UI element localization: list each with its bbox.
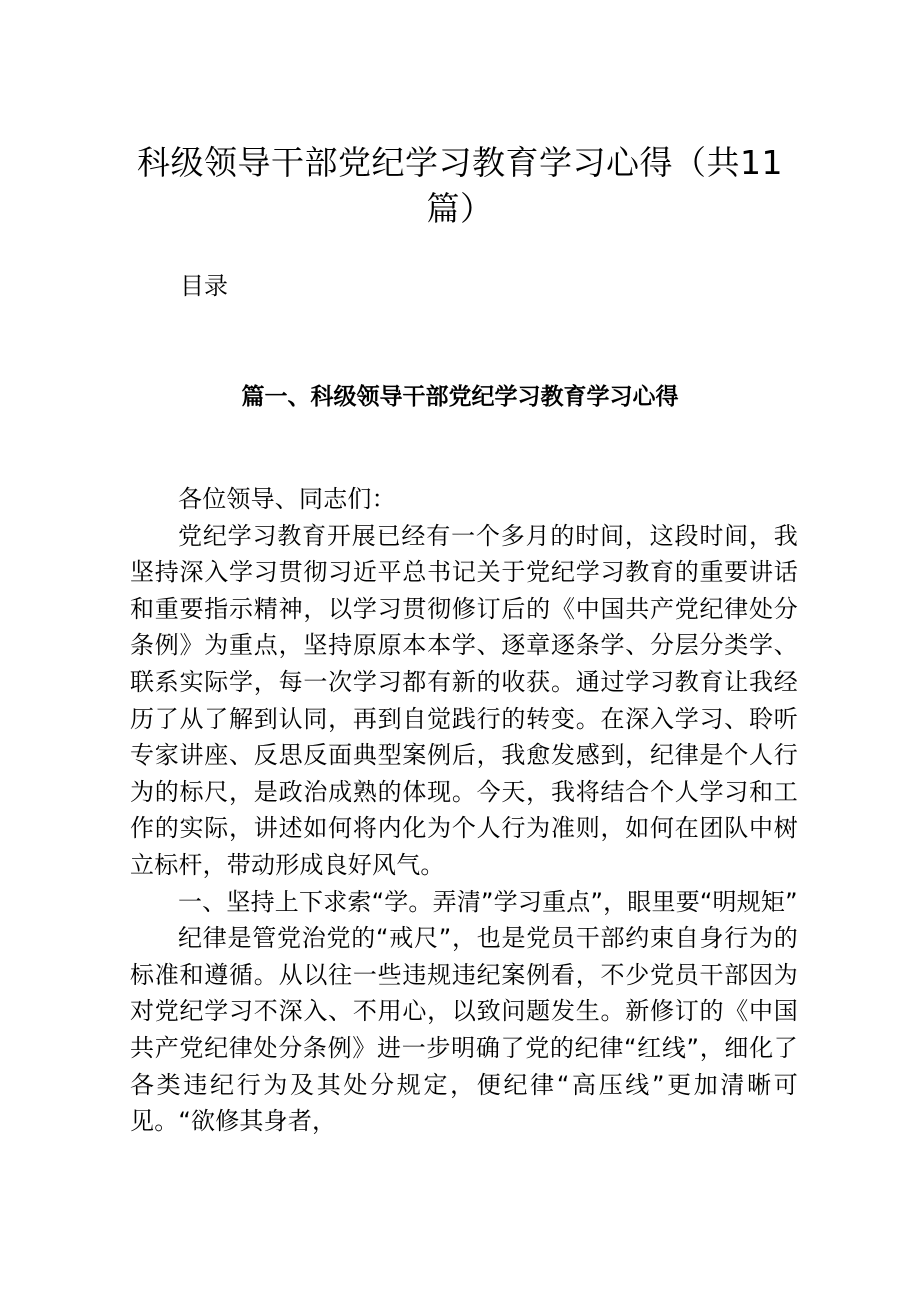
body-text bbox=[130, 481, 798, 1140]
section-heading: 篇一、科级领导干部党纪学习教育学习心得 bbox=[241, 384, 679, 410]
document-title: 科级领导干部党纪学习教育学习心得（共11篇） bbox=[137, 143, 783, 228]
greeting-paragraph: 各位领导、同志们： bbox=[178, 485, 396, 513]
subheading-paragraph: 一、坚持上下求索“学。弄清”学习重点”，眼里要“明规矩” bbox=[178, 887, 798, 916]
body-paragraph: 党纪学习教育开展已经有一个多月的时间，这段时间，我坚持深入学习贯彻习近平总书记关于党纪学习教育的重要讲话和重要指示精神，以学习贯彻修订后的《中国共产党纪律处分条例》为重点，坚持原原本本学、逐章逐条学、分层分类学、联系实际学，每一次学习都有新的收获。通过学习教育让我经历了从了解到认同，再到自觉践行的转变。在深入学习、聆听专家讲座、反思反面典型案例后，我愈发感到，纪律是个人行为的标尺，是政治成熟的体现。今天，我将结合个人学习和工作的实际，讲述如何将内化为个人行为准则，如何在团队中树立标杆，带动形成良好风气。 bbox=[130, 521, 798, 879]
body-paragraph: 纪律是管党治党的“戒尺”，也是党员干部约束自身行为的标准和遵循。从以往一些违规违纪案例看，不少党员干部因为对党纪学习不深入、不用心，以致问题发生。新修订的《中国共产党纪律处分条例》进一步明确了党的纪律“红线”，细化了各类违纪行为及其处分规定，便纪律“高压线”更加清晰可见。“欲修其身者， bbox=[130, 924, 798, 1136]
table-of-contents-label: 目录 bbox=[180, 272, 228, 300]
